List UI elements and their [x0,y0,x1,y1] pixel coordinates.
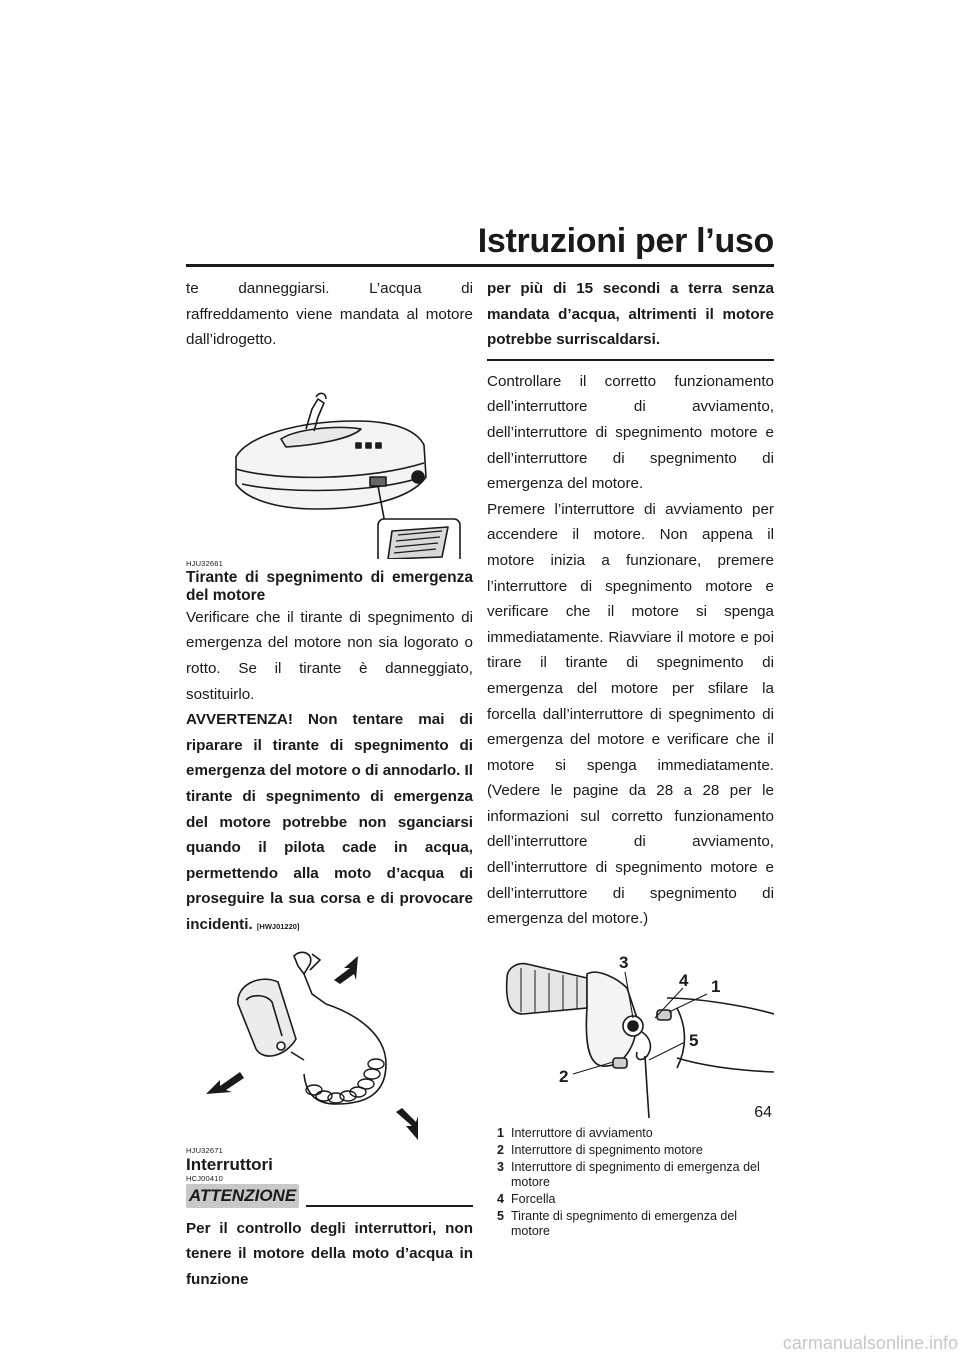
legend-item [497,1160,774,1190]
intro-paragraph: te danneggiarsi. L’acqua di raffreddamento viene mandata al motore dall’idrogetto. [186,280,473,349]
legend-number: 3 [497,1159,504,1174]
attention-code: HCJ00410 [186,1173,224,1183]
caution-paragraph: Per il controllo degli interruttori, non tenere il motore della moto d’acqua in funzione [186,1219,473,1288]
attention-rule [306,1205,473,1207]
attention-header [186,1184,473,1210]
left-column [186,276,473,1292]
lanyard-check-paragraph: Verificare che il tirante di spegnimento di emergenza del motore non sia logorato o rotto. Se il tirante è danneggiato, sostituirlo. [186,608,473,703]
check-paragraph: Controllare il corretto funzionamento dell’interruttore di avviamento, dell’interruttore di spegnimento motore e dell’interruttore di spegnimento di emergenza del motore. [487,372,774,493]
legend-item [497,1192,774,1207]
warning-code: [HWJ01220] [256,921,300,931]
watermark: carmanualsonline.info [782,1333,958,1353]
caution-end-rule [487,359,774,361]
legend-item [497,1126,774,1141]
section-code: HJU32671 [186,1145,224,1155]
watercraft-illustration [186,359,473,559]
legend-text: Interruttore di avviamento [511,1125,653,1140]
legend-text: Interruttore di spegnimento di emergenza del motore [511,1159,760,1189]
right-column [487,276,774,1241]
callout-5: 5 [689,1030,699,1050]
section-title: Interruttori [186,1154,273,1174]
lanyard-illustration [186,944,473,1144]
section-switches [186,1146,473,1293]
page-number: 64 [754,1104,772,1121]
warning-paragraph [186,707,473,939]
section-code: HJU32661 [186,558,224,568]
attention-badge: ATTENZIONE [186,1184,299,1208]
section-title: Tirante di spegnimento di emergenza del motore [186,568,473,604]
caution-continued: per più di 15 secondi a terra senza mandata d’acqua, altrimenti il motore potrebbe surriscaldarsi. [487,280,774,349]
callout-2: 2 [559,1066,569,1086]
section-emergency-lanyard [186,559,473,940]
warning-text: AVVERTENZA! Non tentare mai di riparare il tirante di spegnimento di emergenza del motore o di annodarlo. Il tirante di spegnimento di emergenza del motore potrebbe non sganciarsi quando il pilota cade in acqua, permettendo alla moto d’acqua di proseguire la sua corsa e di provocare incidenti. [186,711,473,933]
legend-text: Tirante di spegnimento di emergenza del motore [511,1208,738,1238]
legend-number: 1 [497,1125,504,1140]
legend-text: Interruttore di spegnimento motore [511,1142,703,1157]
figure-legend [487,1126,774,1239]
callout-4: 4 [679,970,689,990]
legend-number: 2 [497,1142,504,1157]
legend-text: Forcella [511,1191,556,1206]
legend-number: 5 [497,1208,504,1223]
handlebar-switches-illustration [487,948,774,1118]
page-header-title: Istruzioni per l’uso [477,222,774,260]
header-rule [186,264,774,267]
procedure-paragraph: Premere l’interruttore di avviamento per accendere il motore. Non appena il motore inizia a funzionare, premere l’interruttore di spegnimento motore e verificare che il motore si spenga immediatamente. Riavviare il motore e poi tirare il tirante di spegnimento di emergenza del motore per sfilare la forcella dall’interruttore di spegnimento di emergenza del motore e verificare che il motore si spenga immediatamente. (Vedere le pagine da 28 a 28 per le informazioni sul corretto funzionamento dell’interruttore di avviamento, dell’interruttore di spegnimento motore e dell’interruttore di spegnimento di emergenza del motore.) [487,500,774,928]
legend-number: 4 [497,1191,504,1206]
legend-item [497,1209,774,1239]
callout-3: 3 [619,952,629,972]
callout-1: 1 [711,976,721,996]
legend-item [497,1143,774,1158]
